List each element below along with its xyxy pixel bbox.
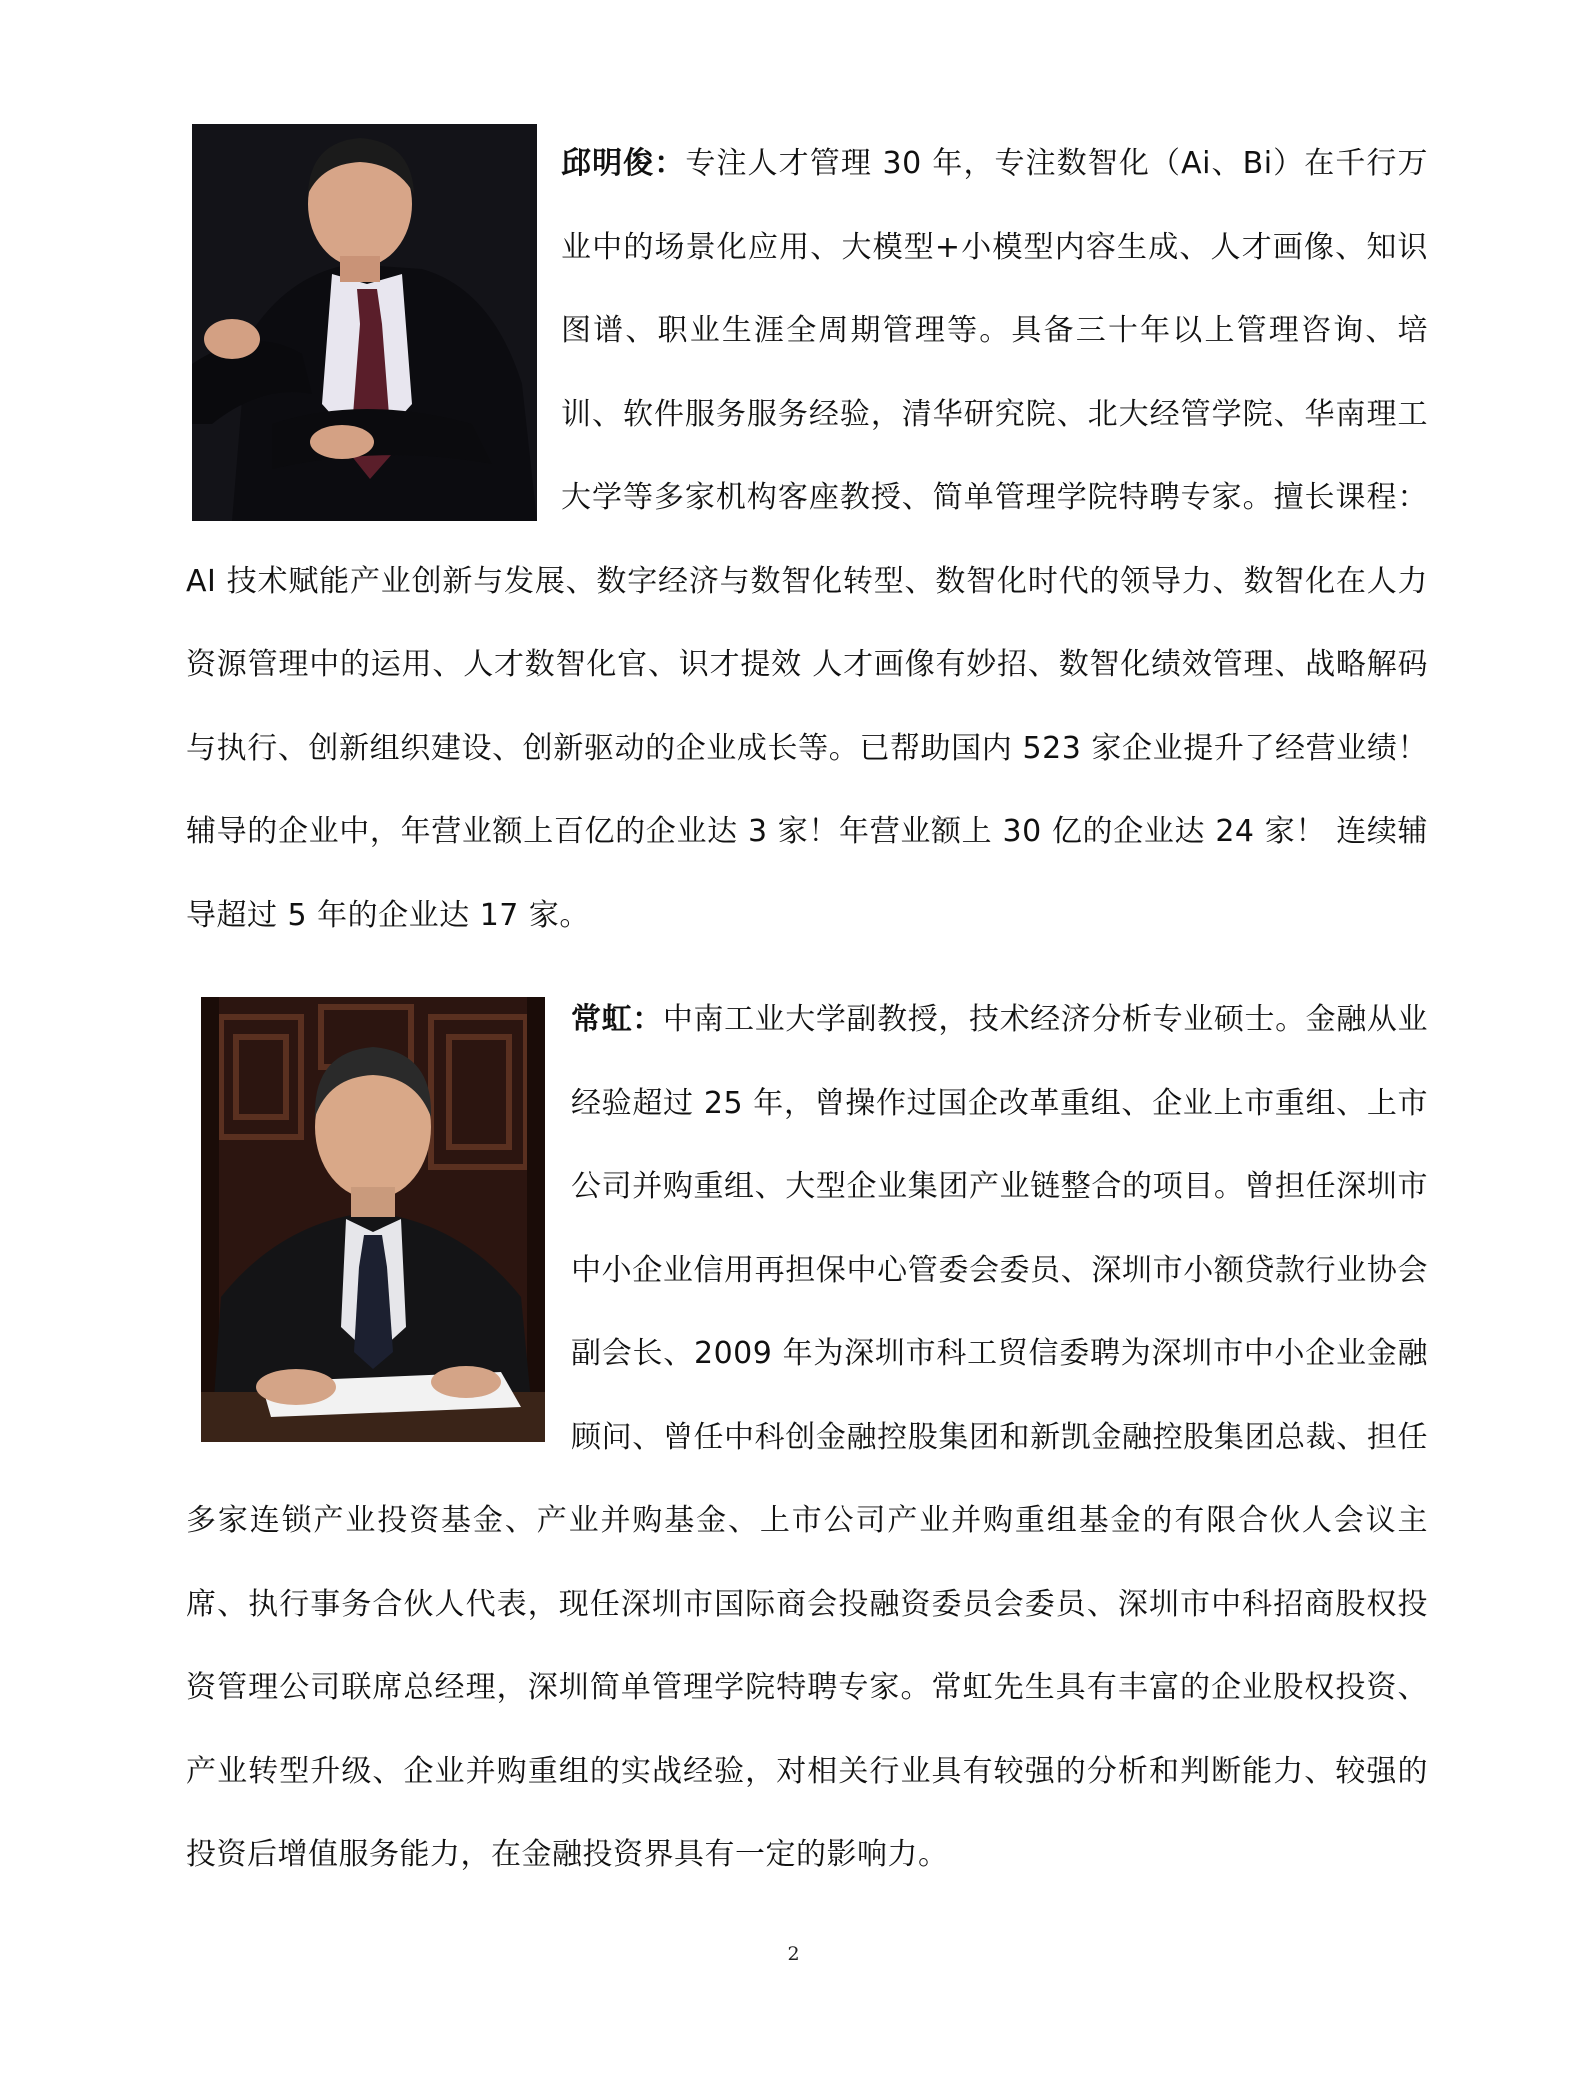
profile-section-1 — [186, 122, 1428, 957]
profile-photo-2 — [201, 997, 545, 1442]
profile-bio-1: 专注人才管理 30 年，专注数智化（Ai、Bi）在千行万业中的场景化应用、大模型+小模型内容生成、人才画像、知识图谱、职业生涯全周期管理等。具备三十年以上管理咨询、培训、软件服务服务经验，清华研究院、北大经管学院、华南理工大学等多家机构客座教授、简单管理学院特聘专家。擅长课程：AI 技术赋能产业创新与发展、数字经济与数智化转型、数智化时代的领导力、数智化在人力资源管理中的运用、人才数智化官、识才提效 人才画像有妙招、数智化绩效管理、战略解码与执行、创新组织建设、创新驱动的企业成长等。已帮助国内 523 家企业提升了经营业绩！辅导的企业中，年营业额上百亿的企业达 3 家！年营业额上 30 亿的企业达 24 家！ 连续辅导超过 5 年的企业达 17 家。 — [186, 146, 1428, 933]
profile-section-2 — [186, 978, 1428, 1897]
page-number: 2 — [787, 1943, 800, 1965]
profile-photo-1 — [192, 124, 537, 521]
profile-bio-2: 中南工业大学副教授，技术经济分析专业硕士。金融从业经验超过 25 年，曾操作过国企改革重组、企业上市重组、上市公司并购重组、大型企业集团产业链整合的项目。曾担任深圳市中小企业信用再担保中心管委会委员、深圳市小额贷款行业协会副会长、2009 年为深圳市科工贸信委聘为深圳市中小企业金融顾问、曾任中科创金融控股集团和新凯金融控股集团总裁、担任多家连锁产业投资基金、产业并购基金、上市公司产业并购重组基金的有限合伙人会议主席、执行事务合伙人代表，现任深圳市国际商会投融资委员会委员、深圳市中科招商股权投资管理公司联席总经理，深圳简单管理学院特聘专家。常虹先生具有丰富的企业股权投资、产业转型升级、企业并购重组的实战经验，对相关行业具有较强的分析和判断能力、较强的投资后增值服务能力，在金融投资界具有一定的影响力。 — [186, 1002, 1429, 1872]
profile-name-1: 邱明俊： — [561, 146, 686, 181]
profile-name-2: 常虹： — [571, 1002, 663, 1037]
